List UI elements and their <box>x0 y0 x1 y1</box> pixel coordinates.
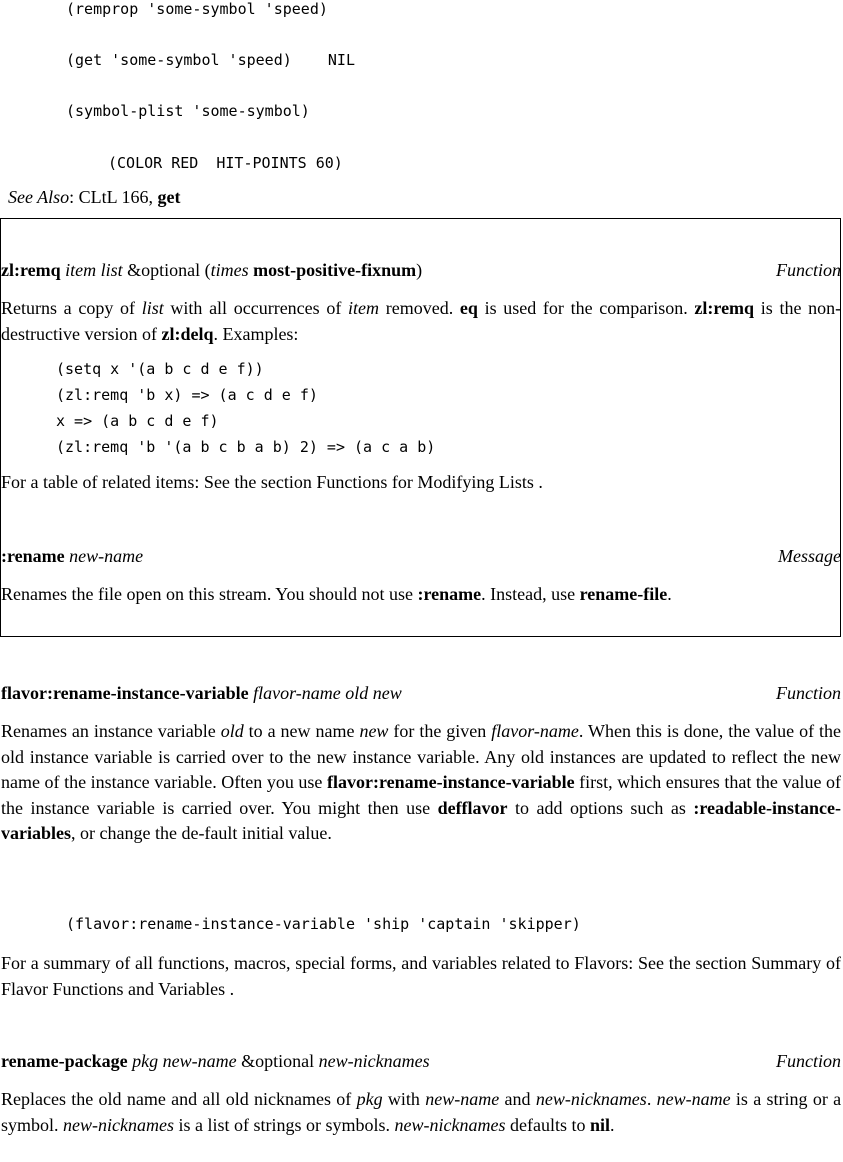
rename-msg-args: new-name <box>69 546 144 566</box>
code-get: (get 'some-symbol 'speed) NIL <box>66 51 355 69</box>
rename-msg-name: :rename <box>1 546 65 566</box>
see-also: See Also: CLtL 166, get <box>8 187 181 207</box>
rename-iv-args: flavor-name old new <box>253 683 402 703</box>
code-remprop: (remprop 'some-symbol 'speed) <box>66 0 328 18</box>
remq-times: times <box>210 260 249 280</box>
see-also-link[interactable]: get <box>157 187 181 207</box>
remq-header: zl:remq item list &optional (times most-positive-fixnum) <box>1 260 423 280</box>
rename-msg-kind: Message <box>778 546 841 566</box>
rename-iv-header <box>1 682 402 704</box>
rename-pkg-description: Replaces the old name and all old nicknames of pkg with new-name and new-nicknames. new-name is a string or a symbol. new-nicknames is a list of strings or symbols. new-nicknames defaults to nil. <box>1 1089 842 1135</box>
rename-msg-description: Renames the file open on this stream. You should not use :rename. Instead, use rename-file. <box>1 584 672 604</box>
rename-pkg-optional: &optional <box>241 1051 315 1071</box>
remq-args: item list <box>65 260 123 280</box>
rename-pkg-opt-arg: new-nicknames <box>318 1051 430 1071</box>
rename-pkg-name: rename-package <box>1 1051 128 1071</box>
code-plist-result: (COLOR RED HIT-POINTS 60) <box>108 154 343 172</box>
rename-iv-code: (flavor:rename-instance-variable 'ship 'captain 'skipper) <box>66 915 581 933</box>
rename-iv-description: Renames an instance variable old to a new name new for the given flavor-name. When this is done, the value of the old instance variable is carried over to the new instance variable. Any old instances are updated to reflect the new name of the instance variable. Often you use flavor:rename-instance-variable first, which ensures that the value of the instance variable is carried over. You might then use defflavor to add options such as :readable-instance-variables, or change the de-fault initial value. <box>1 721 842 843</box>
remq-code-1: (setq x '(a b c d e f)) <box>56 360 264 378</box>
see-also-label: See Also <box>8 187 70 207</box>
rename-pkg-kind: Function <box>776 1051 841 1071</box>
remq-related[interactable]: For a table of related items: See the section Functions for Modifying Lists . <box>1 472 543 492</box>
remq-code-2: (zl:remq 'b x) => (a c d e f) <box>56 386 318 404</box>
rename-pkg-args: pkg new-name <box>132 1051 237 1071</box>
see-also-ref: CLtL 166, <box>78 187 154 207</box>
rename-iv-summary[interactable]: For a summary of all functions, macros, special forms, and variables related to Flavors: See the section Summary of Flavor Functions and Variables . <box>1 953 841 999</box>
remq-optional: &optional <box>127 260 201 280</box>
rename-pkg-header <box>1 1050 430 1072</box>
remq-name: zl:remq <box>1 260 61 280</box>
code-symbol-plist: (symbol-plist 'some-symbol) <box>66 102 310 120</box>
rename-msg-header <box>1 545 143 567</box>
remq-description: Returns a copy of list with all occurrences of item removed. eq is used for the comparison. zl:remq is the non-destructive version of zl:delq. Examples: <box>1 298 842 344</box>
remq-kind: Function <box>776 260 841 280</box>
rename-iv-name: flavor:rename-instance-variable <box>1 683 249 703</box>
remq-code-3: x => (a b c d e f) <box>56 412 219 430</box>
remq-constant: most-positive-fixnum <box>253 260 417 280</box>
remq-code-4: (zl:remq 'b '(a b c b a b) 2) => (a c a b) <box>56 438 436 456</box>
rename-iv-kind: Function <box>776 683 841 703</box>
